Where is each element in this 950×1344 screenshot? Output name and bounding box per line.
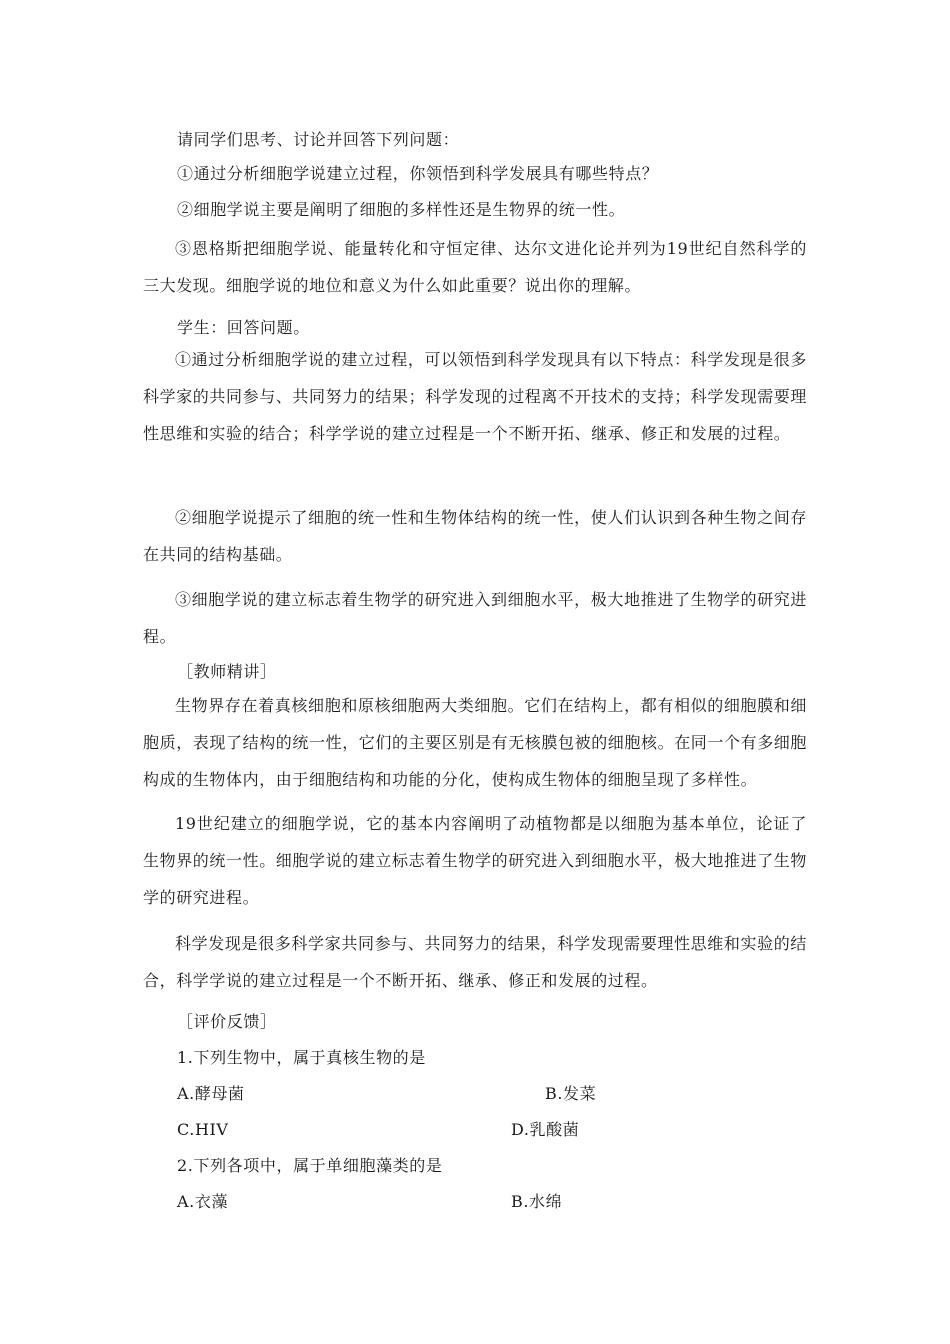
question-2-option-a: A.衣藻 xyxy=(177,1192,229,1211)
discussion-prompt: 请同学们思考、讨论并回答下列问题： xyxy=(177,130,460,149)
question-1-stem: 1.下列生物中，属于真核生物的是 xyxy=(177,1048,426,1067)
discussion-question-1: ①通过分析细胞学说建立过程，你领悟到科学发展具有哪些特点？ xyxy=(177,164,659,183)
question-1-option-a: A.酵母菌 xyxy=(177,1084,245,1103)
teacher-paragraph-1: 生物界存在着真核细胞和原核细胞两大类细胞。它们在结构上，都有相似的细胞膜和细胞质，表现了结构的统一性，它们的主要区别是有无核膜包被的细胞核。在同一个有多细胞构成的生物体内，由于细胞结构和功能的分化，使构成生物体的细胞呈现了多样性。 xyxy=(143,696,808,789)
student-intro: 学生：回答问题。 xyxy=(177,318,310,337)
student-answer-3: ③细胞学说的建立标志着生物学的研究进入到细胞水平，极大地推进了生物学的研究进程。 xyxy=(143,590,807,646)
question-2-option-b: B.水绵 xyxy=(511,1192,563,1211)
feedback-heading: ［评价反馈］ xyxy=(177,1012,277,1031)
teacher-paragraph-3: 科学发现是很多科学家共同参与、共同努力的结果，科学发现需要理性思维和实验的结合，科学学说的建立过程是一个不断开拓、继承、修正和发展的过程。 xyxy=(143,934,807,990)
teacher-heading: ［教师精讲］ xyxy=(177,662,277,681)
teacher-paragraph-2: 19世纪建立的细胞学说，它的基本内容阐明了动植物都是以细胞为基本单位，论证了生物界的统一性。细胞学说的建立标志着生物学的研究进入到细胞水平，极大地推进了生物学的研究进程。 xyxy=(143,814,808,907)
question-1-option-c: C.HIV xyxy=(177,1120,229,1139)
question-1-option-d: D.乳酸菌 xyxy=(511,1120,580,1139)
discussion-question-2: ②细胞学说主要是阐明了细胞的多样性还是生物界的统一性。 xyxy=(177,200,626,219)
student-answer-1: ①通过分析细胞学说的建立过程，可以领悟到科学发现具有以下特点：科学发现是很多科学家的共同参与、共同努力的结果；科学发现的过程离不开技术的支持；科学发现需要理性思维和实验的结合；科学学说的建立过程是一个不断开拓、继承、修正和发展的过程。 xyxy=(143,350,808,443)
question-2-stem: 2.下列各项中，属于单细胞藻类的是 xyxy=(177,1156,443,1175)
student-answer-2: ②细胞学说提示了细胞的统一性和生物体结构的统一性，使人们认识到各种生物之间存在共同的结构基础。 xyxy=(143,508,807,564)
question-1-option-b: B.发菜 xyxy=(545,1084,597,1103)
discussion-question-3: ③恩格斯把细胞学说、能量转化和守恒定律、达尔文进化论并列为19世纪自然科学的三大发现。细胞学说的地位和意义为什么如此重要？说出你的理解。 xyxy=(143,239,807,295)
